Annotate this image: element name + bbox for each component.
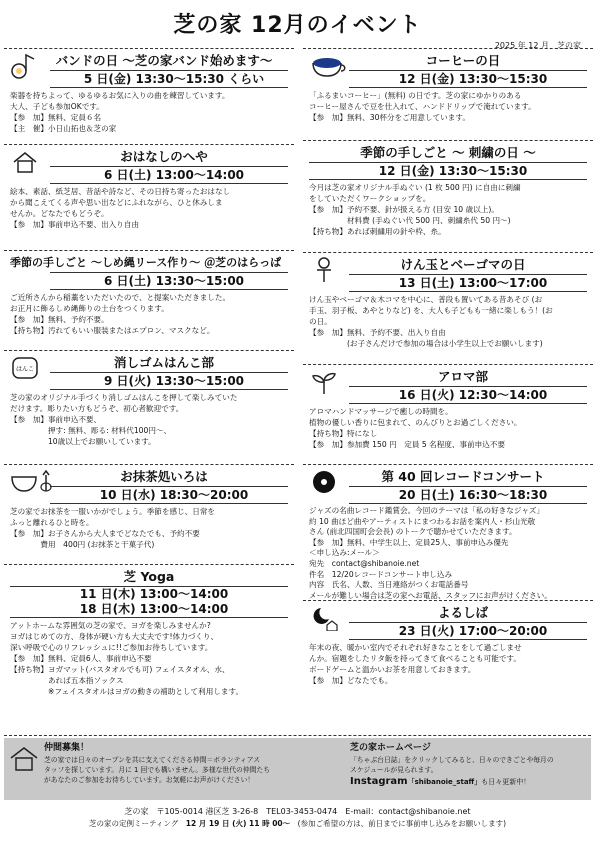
left-column [4,48,294,718]
event-eraser-stamp [4,350,294,464]
event-title: コーヒーの日 [425,53,501,68]
event-body: 今月は芝の家オリジナル手ぬぐい (1 枚 500 円) に自由に刺繍 をしていただくワークショップを。 【参 加】予約不要、針が扱える方 (目安 10 歳以上)。 材料費 (手ぬぐい代 500 円、刺繍糸代 50 円～) 【持ち物】あれば刺繍用の針や枠、糸。 [309,183,521,236]
event-kendama [303,252,593,364]
event-body: ジャズの名曲レコード鑑賞会。今回のテーマは「私の好きなジャズ」 約 10 曲ほど曲やアーティストにまつわるお話を案内人・杉山光敬 さん (前北四国町会会長) のトークで聴かせていただきます。 【参 加】無料、中学生以上、定員25人、事前申込み優先 ＜申し込み:メール＞ 宛先 contact@shibanoie.net 件名 12/20レコードコンサート申し込み 内容 氏名、人数、当日連絡がつくお電話番号 メールが難しい場合は芝の家へお電話、スタッフにお声がけください。 [309,506,552,600]
event-body: アットホームな雰囲気の芝の家で、ヨガを楽しみませんか? ヨガはじめての方、身体が硬い方も大丈夫です!体力づくり、 深い呼吸で心のリフレッシュに!!ご参加お待ちしています。 【参 加】無料、定員6人、事前申込不要 【持ち物】ヨガマット(バスタオルでも可) フェイスタオル、水、 あれば五本指ソックス ※フェイスタオルはヨガの動きの補助として利用します。 [10,621,244,696]
event-body: 絵本、素話、紙芝居、昔話や詩など、その日持ち寄ったおはなし から聞こえてくる声や思い出などにふれながら、ひと休みしま せんか。どなたでもどうぞ。 【参 加】事前申込不要、出入り自由 [10,187,231,229]
volunteer-recruit [4,738,294,800]
shibanoie-house-icon [8,742,40,772]
recruit-body: 芝の家では日々のオープンを共に支えてくださる仲間＝ボランティアス タッフを探しています。月に 1 回でも構いません。多様な世代の仲間たち があなたのご参加をお待ちしています。お気軽にお声がけください！ [44,756,271,784]
event-time: 12 日(金) 13:30～15:30 [349,70,587,88]
footer-address: 芝の家 〒105-0014 港区芝 3-26-8 TEL03-3453-0474 E-mail：contact@shibanoie.net [124,807,471,816]
instagram-label: Instagram [350,776,408,787]
record-icon [309,469,339,495]
instagram-line[interactable] [350,775,583,789]
event-body: 芝の家でお抹茶を一服いかがでしょう。季節を感じ、日常を ふっと離れるひと時を。 【参 加】お子さんから大人までどなたでも、予約不要 費用 400円 (お抹茶と干菓子代) [10,507,216,549]
instagram-handle: 「shibanoie_staff」 [407,778,482,786]
tea-bowl-icon [10,469,62,495]
event-time: 10 日(水) 18:30～20:00 [50,486,288,504]
event-yorushiba [303,600,593,704]
event-time: 18 日(木) 13:00～14:00 [10,602,288,618]
event-title: 季節の手しごと ～ 刺繍の日 ～ [360,145,536,160]
event-title: けん玉とベーゴマの日 [400,257,526,272]
event-body: けん玉やベーゴマ＆木コマを中心に、普段も置いてある昔あそび (お 手玉、羽子板、あやとりなど) を、大人も子どもも一緒に楽しもう！(お の日。 【参 加】無料、予約不要、出入り自由 (お子さんだけで参加の場合は小学生以上でお願いします) [309,295,553,348]
event-record-concert [303,464,593,600]
event-title: アロマ部 [437,369,488,384]
right-column [303,48,593,704]
event-title: 芝 Yoga [123,569,175,584]
event-time: 6 日(土) 13:30～15:00 [50,272,288,290]
issue-date: 2025 年 12 月 芝の家 [494,41,581,50]
moon-house-icon [309,605,339,631]
sprout-icon [309,369,339,395]
event-time: 13 日(土) 13:00～17:00 [349,274,587,292]
event-coffee [303,48,593,140]
event-title: 第 40 回レコードコンサート [381,469,545,484]
event-time: 5 日(金) 13:30～15:30 くらい [50,70,288,88]
event-aroma [303,364,593,464]
event-shimenawa [4,250,294,350]
event-title: バンドの日 ～芝の家バンド始めます～ [55,53,273,68]
event-time: 11 日(木) 13:00～14:00 [10,586,288,602]
footer [0,806,595,830]
svg-text:はんこ: はんこ [15,366,35,373]
footer-meeting: 芝の家の定例ミーティング 12 月 19 日 (火) 11 時 00～ (参加ご希望の方は、前日までに事前申し込みをお願いします) [89,819,506,828]
instagram-tail: も日々更新中！ [481,778,531,786]
event-time: 9 日(火) 13:30～15:00 [50,372,288,390]
event-matcha [4,464,294,564]
kendama-icon [309,257,339,283]
event-body: 楽器を持ちよって、ゆるゆるお気に入りの曲を練習しています。 大人、子ども参加OKです。 【参 加】無料、定員６名 【主 催】小日山拓也＆芝の家 [10,91,230,133]
event-body: ご近所さんから稲藁をいただいたので、と提案いただきました。 お正月に飾るしめ縄飾りの土台をつくります。 【参 加】無料、予約不要。 【持ち物】汚れてもいい服装またはエプロン、マスクなど。 [10,293,231,335]
event-title: 季節の手しごと ～しめ縄リース作り～ ＠芝のはらっぱ [10,256,282,269]
event-body: アロマハンドマッサージで癒しの時間を。 植物の優しい香りに包まれて、のんびりとお過ごしください。 【持ち物】特になし 【参 加】参加費 150 円 定員 5 名程度、事前申込不要 [309,407,522,449]
coffee-cup-icon [309,53,349,79]
event-title: お抹茶処いろは [120,469,208,484]
divider [4,735,591,736]
event-time: 23 日(火) 17:00～20:00 [349,622,587,640]
event-title: よるしば [437,605,488,620]
event-story-room [4,144,294,250]
event-time: 12 日(金) 13:30～15:30 [309,162,587,180]
event-time: 20 日(土) 16:30～18:30 [349,486,587,504]
event-band-day [4,48,294,144]
event-body: 年末の夜、暖かい室内でそれぞれ好きなことをして過ごしませ んか。宿題をしたリタ飯を持ってきて食べることも可能です。 ボードゲームと温かいお茶を用意しておきます。 【参 加】どなたでも。 [309,643,522,685]
music-note-icon [10,53,40,79]
homepage-info [300,738,591,800]
info-band [4,738,591,800]
house-icon [10,149,40,175]
event-time: 6 日(土) 13:00～14:00 [50,166,288,184]
homepage-body: 「ちゃぶ台日誌」をクリックしてみると、日々のできごとや毎月の スケジュールが見られます。 [350,756,554,774]
event-title: 消しゴムはんこ部 [113,355,214,370]
event-time: 16 日(火) 12:30～14:00 [349,386,587,404]
event-body: 「ふるまいコーヒー」(無料) の日です。芝の家にゆかりのある コーヒー屋さんで豆を仕入れて、ハンドドリップで淹れています。 【参 加】無料、30杯分をご用意しています。 [309,91,536,122]
recruit-title: 仲間募集！ [44,743,90,753]
event-title: おはなしのへや [120,149,208,164]
page-title: 芝の家 12月のイベント [173,13,422,38]
event-embroidery [303,140,593,252]
stamp-icon [10,355,40,381]
event-body: 芝の家のオリジナル手づくり消しゴムはんこを押して楽しみていた だけます。彫りたい方もどうぞ、初心者歓迎です。 【参 加】事前申込不要、 押す: 無料、彫る: 材料代100円～、 10歳以上でお願いしています。 [10,393,238,446]
homepage-title: 芝の家ホームページ [350,743,431,753]
event-yoga [4,564,294,718]
